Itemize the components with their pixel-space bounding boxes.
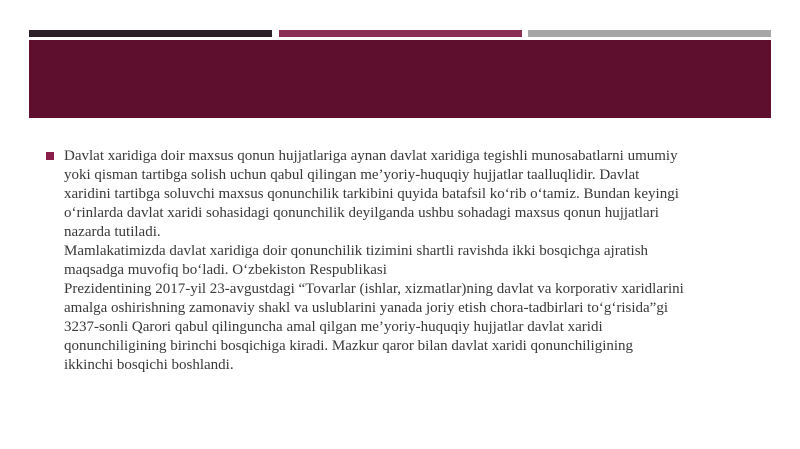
decor-stripe-magenta	[279, 30, 522, 37]
slide-title-band	[29, 40, 771, 118]
bullet-square-icon	[46, 152, 54, 160]
body-paragraph: Davlat xaridiga doir maxsus qonun hujjatlariga aynan davlat xaridiga tegishli munosabatlarni umumiy yoki qisman tartibga solish uchun qabul qilingan me’yoriy-huquqiy hujjatlar taalluqlidir. Davlat xaridini tartibga soluvchi maxsus qonunchilik tarkibini quyida batafsil ko‘rib o‘tamiz. Bundan keyingi o‘rinlarda davlat xaridi sohasidagi qonunchilik deyilganda ushbu sohadagi maxsus qonun hujjatlari nazarda tutiladi. Mamlakatimizda davlat xaridiga doir qonunchilik tizimini shartli ravishda ikki bosqichga ajratish maqsadga muvofiq bo‘ladi. O‘zbekiston Respublikasi Prezidentining 2017-yil 23-avgustdagi “Tovarlar (ishlar, xizmatlar)ning davlat va korporativ xaridlarini amalga oshirishning zamonaviy shakl va uslublarini yanada joriy etish chora-tadbirlari to‘g‘risida”gi 3237-sonli Qarori qabul qilinguncha amal qilgan me’yoriy-huquqiy hujjatlar davlat xaridi qonunchiligining birinchi bosqichiga kiradi. Mazkur qaror bilan davlat xaridi qonunchiligining ikkinchi bosqichi boshlandi.	[64, 148, 684, 373]
decor-stripe-dark	[29, 30, 272, 37]
decor-stripe-gray	[528, 30, 771, 37]
